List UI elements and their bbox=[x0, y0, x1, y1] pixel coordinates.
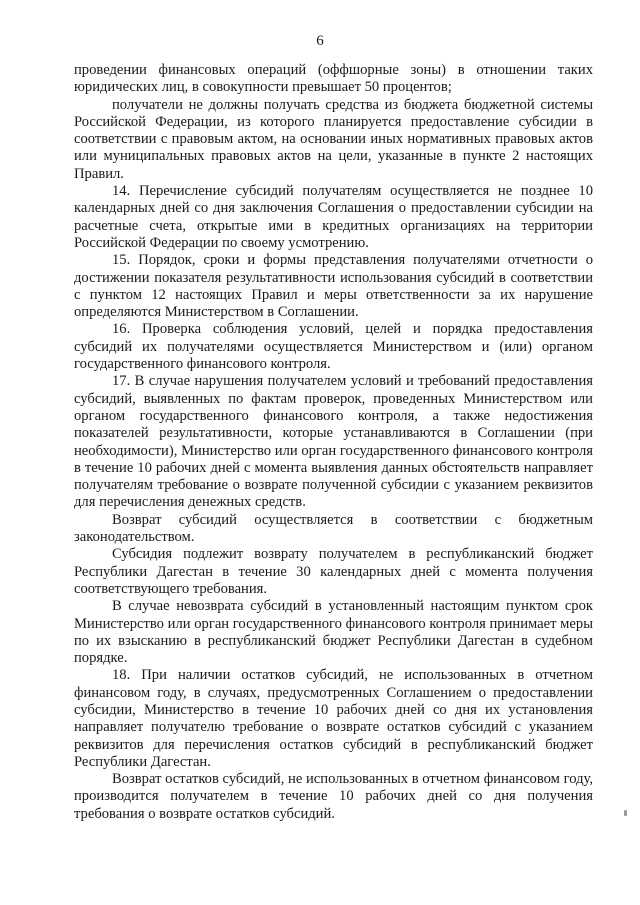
paragraph-item-16: 16. Проверка соблюдения условий, целей и порядка предоставления субсидий их получателями осуществляется Министерством и (или) органом государственного финансового контроля. bbox=[74, 321, 593, 373]
paragraph-2: получатели не должны получать средства из бюджета бюджетной системы Российской Федерации, из которого планируется предоставление субсидии в соответствии с правовым актом, на основании иных нормативных правовых актов или муниципальных правовых актов на цели, указанные в пункте 2 настоящих Правил. bbox=[74, 96, 593, 182]
page-number: 6 bbox=[316, 33, 324, 49]
paragraph-item-17: 17. В случае нарушения получателем условий и требований предоставления субсидий, выявленных по фактам проверок, проведенных Министерством или органом государственного финансового контроля, а также недостижения показателей результативности, которые устанавливаются в Соглашении (при необходимости), Министерство или орган государственного финансового контроля в течение 10 рабочих дней с момента выявления данных обстоятельств направляет получателям требование о возврате полученной субсидии с указанием реквизитов для перечисления денежных средств. bbox=[74, 373, 593, 511]
paragraph-nonreturn: В случае невозврата субсидий в установленный настоящим пунктом срок Министерство или орган государственного финансового контроля принимает меры по их взысканию в республиканский бюджет Республики Дагестан в судебном порядке. bbox=[74, 598, 593, 667]
paragraph-item-15: 15. Порядок, сроки и формы представления получателями отчетности о достижении показателя результативности использования субсидий в соответствии с пунктом 12 настоящих Правил и меры ответственности за их нарушение определяются Министерством в Соглашении. bbox=[74, 252, 593, 321]
paragraph-return-subsidies: Возврат субсидий осуществляется в соответствии с бюджетным законодательством. bbox=[74, 511, 593, 546]
scan-artifact bbox=[624, 810, 627, 816]
paragraph-return-remainders: Возврат остатков субсидий, не использованных в отчетном финансовом году, производится получателем в течение 10 рабочих дней со дня получения требования о возврате остатков субсидий. bbox=[74, 771, 593, 822]
paragraph-return-deadline: Субсидия подлежит возврату получателем в республиканский бюджет Республики Дагестан в течение 30 календарных дней с момента получения соответствующего требования. bbox=[74, 546, 593, 597]
document-body bbox=[74, 62, 593, 823]
paragraph-item-18: 18. При наличии остатков субсидий, не использованных в отчетном финансовом году, в случаях, предусмотренных Соглашением о предоставлении субсидии, Министерство в течение 10 рабочих дней со дня их установления направляет получателю требование о возврате остатков субсидий с указанием реквизитов для перечисления остатков субсидий в республиканский бюджет Республики Дагестан. bbox=[74, 667, 593, 770]
paragraph-1: проведении финансовых операций (оффшорные зоны) в отношении таких юридических лиц, в совокупности превышает 50 процентов; bbox=[74, 62, 593, 96]
paragraph-item-14: 14. Перечисление субсидий получателям осуществляется не позднее 10 календарных дней со дня заключения Соглашения о предоставлении субсидии на расчетные счета, открытые ими в кредитных организациях на территории Российской Федерации по своему усмотрению. bbox=[74, 183, 593, 251]
